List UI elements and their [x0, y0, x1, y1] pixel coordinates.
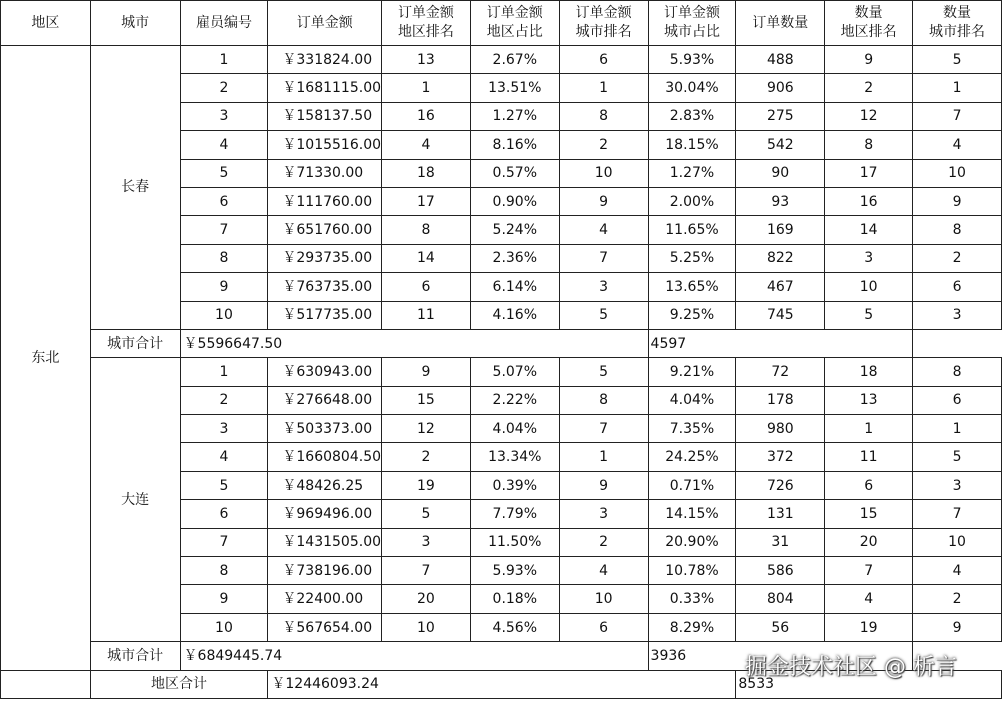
employee-id-cell: 7	[180, 528, 268, 556]
city-cell: 大连	[90, 358, 180, 642]
order-count-cell: 72	[736, 358, 825, 386]
count-region-rank-cell: 17	[825, 159, 913, 187]
order-count-cell: 804	[736, 585, 825, 613]
count-region-rank-cell: 19	[825, 613, 913, 641]
order-count-cell: 467	[736, 273, 825, 301]
blank-cell	[1, 670, 91, 698]
count-region-rank-cell: 5	[825, 301, 913, 329]
amount-region-rank-cell: 19	[382, 471, 471, 499]
employee-id-cell: 10	[180, 613, 268, 641]
count-city-rank-cell: 10	[913, 159, 1002, 187]
amount-cell: ￥763735.00	[268, 273, 382, 301]
subtotal-amount: ￥6849445.74	[180, 642, 648, 670]
amount-city-rank-cell: 5	[559, 301, 648, 329]
amount-cell: ￥48426.25	[268, 471, 382, 499]
count-region-rank-cell: 10	[825, 273, 913, 301]
employee-id-cell: 9	[180, 273, 268, 301]
amount-cell: ￥293735.00	[268, 244, 382, 272]
employee-id-cell: 8	[180, 557, 268, 585]
amount-city-share-cell: 30.04%	[648, 74, 736, 102]
amount-city-rank-cell: 4	[559, 216, 648, 244]
count-region-rank-cell: 3	[825, 244, 913, 272]
count-region-rank-cell: 13	[825, 386, 913, 414]
count-region-rank-cell: 11	[825, 443, 913, 471]
count-region-rank-cell: 16	[825, 187, 913, 215]
amount-region-share-cell: 8.16%	[470, 131, 559, 159]
amount-cell: ￥158137.50	[268, 102, 382, 130]
order-count-cell: 745	[736, 301, 825, 329]
amount-city-share-cell: 9.21%	[648, 358, 736, 386]
employee-id-cell: 2	[180, 74, 268, 102]
order-count-cell: 980	[736, 415, 825, 443]
order-count-cell: 31	[736, 528, 825, 556]
amount-cell: ￥111760.00	[268, 187, 382, 215]
amount-cell: ￥503373.00	[268, 415, 382, 443]
amount-cell: ￥517735.00	[268, 301, 382, 329]
table-row	[1, 358, 1002, 386]
count-city-rank-cell: 6	[913, 386, 1002, 414]
amount-city-rank-cell: 1	[559, 74, 648, 102]
amount-region-rank-cell: 9	[382, 358, 471, 386]
city-subtotal-row	[1, 329, 1002, 357]
column-header: 订单金额 地区占比	[470, 1, 559, 46]
amount-cell: ￥651760.00	[268, 216, 382, 244]
amount-cell: ￥567654.00	[268, 613, 382, 641]
column-header: 订单金额 城市排名	[559, 1, 648, 46]
column-header: 订单金额	[268, 1, 382, 46]
amount-region-rank-cell: 17	[382, 187, 471, 215]
column-header: 订单金额 地区排名	[382, 1, 471, 46]
amount-cell: ￥276648.00	[268, 386, 382, 414]
amount-region-share-cell: 6.14%	[470, 273, 559, 301]
amount-cell: ￥1431505.00	[268, 528, 382, 556]
amount-region-rank-cell: 20	[382, 585, 471, 613]
amount-region-share-cell: 1.27%	[470, 102, 559, 130]
amount-city-rank-cell: 2	[559, 131, 648, 159]
count-region-rank-cell: 14	[825, 216, 913, 244]
amount-city-share-cell: 5.25%	[648, 244, 736, 272]
amount-city-rank-cell: 8	[559, 102, 648, 130]
employee-id-cell: 8	[180, 244, 268, 272]
amount-city-rank-cell: 3	[559, 500, 648, 528]
employee-id-cell: 1	[180, 358, 268, 386]
count-region-rank-cell: 4	[825, 585, 913, 613]
amount-region-rank-cell: 13	[382, 46, 471, 74]
count-region-rank-cell: 7	[825, 557, 913, 585]
header-row	[1, 1, 1002, 46]
amount-city-rank-cell: 10	[559, 159, 648, 187]
amount-region-share-cell: 4.04%	[470, 415, 559, 443]
amount-city-rank-cell: 3	[559, 273, 648, 301]
order-count-cell: 56	[736, 613, 825, 641]
amount-city-share-cell: 4.04%	[648, 386, 736, 414]
count-region-rank-cell: 8	[825, 131, 913, 159]
amount-region-share-cell: 0.57%	[470, 159, 559, 187]
amount-region-rank-cell: 10	[382, 613, 471, 641]
employee-id-cell: 3	[180, 102, 268, 130]
amount-city-rank-cell: 9	[559, 471, 648, 499]
subtotal-label: 城市合计	[90, 642, 180, 670]
order-count-cell: 906	[736, 74, 825, 102]
count-city-rank-cell: 7	[913, 500, 1002, 528]
amount-cell: ￥1015516.00	[268, 131, 382, 159]
amount-region-share-cell: 13.51%	[470, 74, 559, 102]
amount-region-share-cell: 13.34%	[470, 443, 559, 471]
amount-region-rank-cell: 15	[382, 386, 471, 414]
amount-region-share-cell: 5.07%	[470, 358, 559, 386]
order-count-cell: 488	[736, 46, 825, 74]
count-region-rank-cell: 12	[825, 102, 913, 130]
count-city-rank-cell: 1	[913, 74, 1002, 102]
column-header: 城市	[90, 1, 180, 46]
amount-city-share-cell: 2.83%	[648, 102, 736, 130]
amount-region-share-cell: 5.93%	[470, 557, 559, 585]
count-region-rank-cell: 15	[825, 500, 913, 528]
count-region-rank-cell: 20	[825, 528, 913, 556]
employee-id-cell: 4	[180, 443, 268, 471]
order-count-cell: 372	[736, 443, 825, 471]
amount-city-share-cell: 2.00%	[648, 187, 736, 215]
region-total-count: 8533	[736, 670, 1002, 698]
employee-id-cell: 9	[180, 585, 268, 613]
region-cell: 东北	[1, 46, 91, 671]
count-city-rank-cell: 2	[913, 244, 1002, 272]
amount-city-share-cell: 13.65%	[648, 273, 736, 301]
order-count-cell: 93	[736, 187, 825, 215]
amount-city-share-cell: 20.90%	[648, 528, 736, 556]
employee-id-cell: 6	[180, 500, 268, 528]
amount-region-rank-cell: 3	[382, 528, 471, 556]
employee-id-cell: 1	[180, 46, 268, 74]
count-region-rank-cell: 9	[825, 46, 913, 74]
count-city-rank-cell: 9	[913, 187, 1002, 215]
amount-city-rank-cell: 6	[559, 613, 648, 641]
amount-cell: ￥1681115.00	[268, 74, 382, 102]
employee-id-cell: 5	[180, 159, 268, 187]
count-city-rank-cell: 10	[913, 528, 1002, 556]
amount-city-share-cell: 0.71%	[648, 471, 736, 499]
count-city-rank-cell: 5	[913, 443, 1002, 471]
employee-id-cell: 7	[180, 216, 268, 244]
amount-city-share-cell: 11.65%	[648, 216, 736, 244]
amount-region-rank-cell: 1	[382, 74, 471, 102]
amount-city-share-cell: 0.33%	[648, 585, 736, 613]
count-region-rank-cell: 18	[825, 358, 913, 386]
amount-cell: ￥331824.00	[268, 46, 382, 74]
count-region-rank-cell: 2	[825, 74, 913, 102]
employee-id-cell: 5	[180, 471, 268, 499]
table-row	[1, 46, 1002, 74]
amount-city-rank-cell: 6	[559, 46, 648, 74]
column-header: 雇员编号	[180, 1, 268, 46]
amount-city-rank-cell: 7	[559, 415, 648, 443]
subtotal-count: 3936	[648, 642, 913, 670]
employee-id-cell: 3	[180, 415, 268, 443]
amount-region-rank-cell: 5	[382, 500, 471, 528]
order-count-cell: 726	[736, 471, 825, 499]
count-city-rank-cell: 3	[913, 301, 1002, 329]
amount-region-rank-cell: 8	[382, 216, 471, 244]
column-header: 地区	[1, 1, 91, 46]
count-city-rank-cell: 1	[913, 415, 1002, 443]
employee-id-cell: 4	[180, 131, 268, 159]
subtotal-amount: ￥5596647.50	[180, 329, 648, 357]
amount-cell: ￥71330.00	[268, 159, 382, 187]
column-header: 订单金额 城市占比	[648, 1, 736, 46]
order-count-cell: 169	[736, 216, 825, 244]
amount-region-share-cell: 2.67%	[470, 46, 559, 74]
count-city-rank-cell: 6	[913, 273, 1002, 301]
amount-region-rank-cell: 18	[382, 159, 471, 187]
region-total-amount: ￥12446093.24	[268, 670, 736, 698]
column-header: 数量 城市排名	[913, 1, 1002, 46]
count-region-rank-cell: 6	[825, 471, 913, 499]
amount-cell: ￥969496.00	[268, 500, 382, 528]
city-cell: 长春	[90, 46, 180, 330]
amount-region-share-cell: 0.18%	[470, 585, 559, 613]
employee-id-cell: 2	[180, 386, 268, 414]
amount-region-share-cell: 4.16%	[470, 301, 559, 329]
amount-region-rank-cell: 14	[382, 244, 471, 272]
subtotal-count: 4597	[648, 329, 913, 357]
amount-region-share-cell: 11.50%	[470, 528, 559, 556]
amount-region-rank-cell: 7	[382, 557, 471, 585]
count-city-rank-cell: 7	[913, 102, 1002, 130]
count-city-rank-cell: 8	[913, 216, 1002, 244]
amount-cell: ￥22400.00	[268, 585, 382, 613]
amount-region-rank-cell: 6	[382, 273, 471, 301]
order-count-cell: 131	[736, 500, 825, 528]
amount-city-rank-cell: 2	[559, 528, 648, 556]
count-city-rank-cell: 9	[913, 613, 1002, 641]
amount-city-share-cell: 7.35%	[648, 415, 736, 443]
amount-city-share-cell: 14.15%	[648, 500, 736, 528]
amount-region-rank-cell: 4	[382, 131, 471, 159]
count-city-rank-cell: 8	[913, 358, 1002, 386]
count-region-rank-cell: 1	[825, 415, 913, 443]
amount-city-share-cell: 9.25%	[648, 301, 736, 329]
column-header: 数量 地区排名	[825, 1, 913, 46]
amount-city-rank-cell: 8	[559, 386, 648, 414]
amount-region-rank-cell: 12	[382, 415, 471, 443]
amount-city-rank-cell: 10	[559, 585, 648, 613]
amount-city-share-cell: 5.93%	[648, 46, 736, 74]
count-city-rank-cell: 4	[913, 131, 1002, 159]
amount-city-rank-cell: 5	[559, 358, 648, 386]
amount-region-share-cell: 7.79%	[470, 500, 559, 528]
count-city-rank-cell: 4	[913, 557, 1002, 585]
order-count-cell: 275	[736, 102, 825, 130]
order-count-cell: 542	[736, 131, 825, 159]
amount-region-share-cell: 2.22%	[470, 386, 559, 414]
amount-city-rank-cell: 4	[559, 557, 648, 585]
amount-cell: ￥1660804.50	[268, 443, 382, 471]
amount-region-share-cell: 4.56%	[470, 613, 559, 641]
region-total-label: 地区合计	[90, 670, 268, 698]
employee-id-cell: 6	[180, 187, 268, 215]
amount-city-rank-cell: 1	[559, 443, 648, 471]
amount-region-share-cell: 0.90%	[470, 187, 559, 215]
amount-city-share-cell: 8.29%	[648, 613, 736, 641]
amount-city-share-cell: 10.78%	[648, 557, 736, 585]
amount-region-rank-cell: 2	[382, 443, 471, 471]
employee-id-cell: 10	[180, 301, 268, 329]
amount-city-share-cell: 1.27%	[648, 159, 736, 187]
order-count-cell: 586	[736, 557, 825, 585]
count-city-rank-cell: 2	[913, 585, 1002, 613]
column-header: 订单数量	[736, 1, 825, 46]
amount-region-share-cell: 0.39%	[470, 471, 559, 499]
order-count-cell: 178	[736, 386, 825, 414]
order-count-cell: 822	[736, 244, 825, 272]
amount-cell: ￥738196.00	[268, 557, 382, 585]
amount-region-rank-cell: 16	[382, 102, 471, 130]
count-city-rank-cell: 5	[913, 46, 1002, 74]
count-city-rank-cell: 3	[913, 471, 1002, 499]
subtotal-label: 城市合计	[90, 329, 180, 357]
watermark: 掘金技术社区 @ 析言	[745, 655, 957, 680]
amount-region-share-cell: 5.24%	[470, 216, 559, 244]
table-body	[1, 1, 1002, 699]
amount-city-rank-cell: 9	[559, 187, 648, 215]
amount-region-share-cell: 2.36%	[470, 244, 559, 272]
amount-city-share-cell: 24.25%	[648, 443, 736, 471]
amount-region-rank-cell: 11	[382, 301, 471, 329]
amount-city-share-cell: 18.15%	[648, 131, 736, 159]
order-count-cell: 90	[736, 159, 825, 187]
amount-city-rank-cell: 7	[559, 244, 648, 272]
amount-cell: ￥630943.00	[268, 358, 382, 386]
